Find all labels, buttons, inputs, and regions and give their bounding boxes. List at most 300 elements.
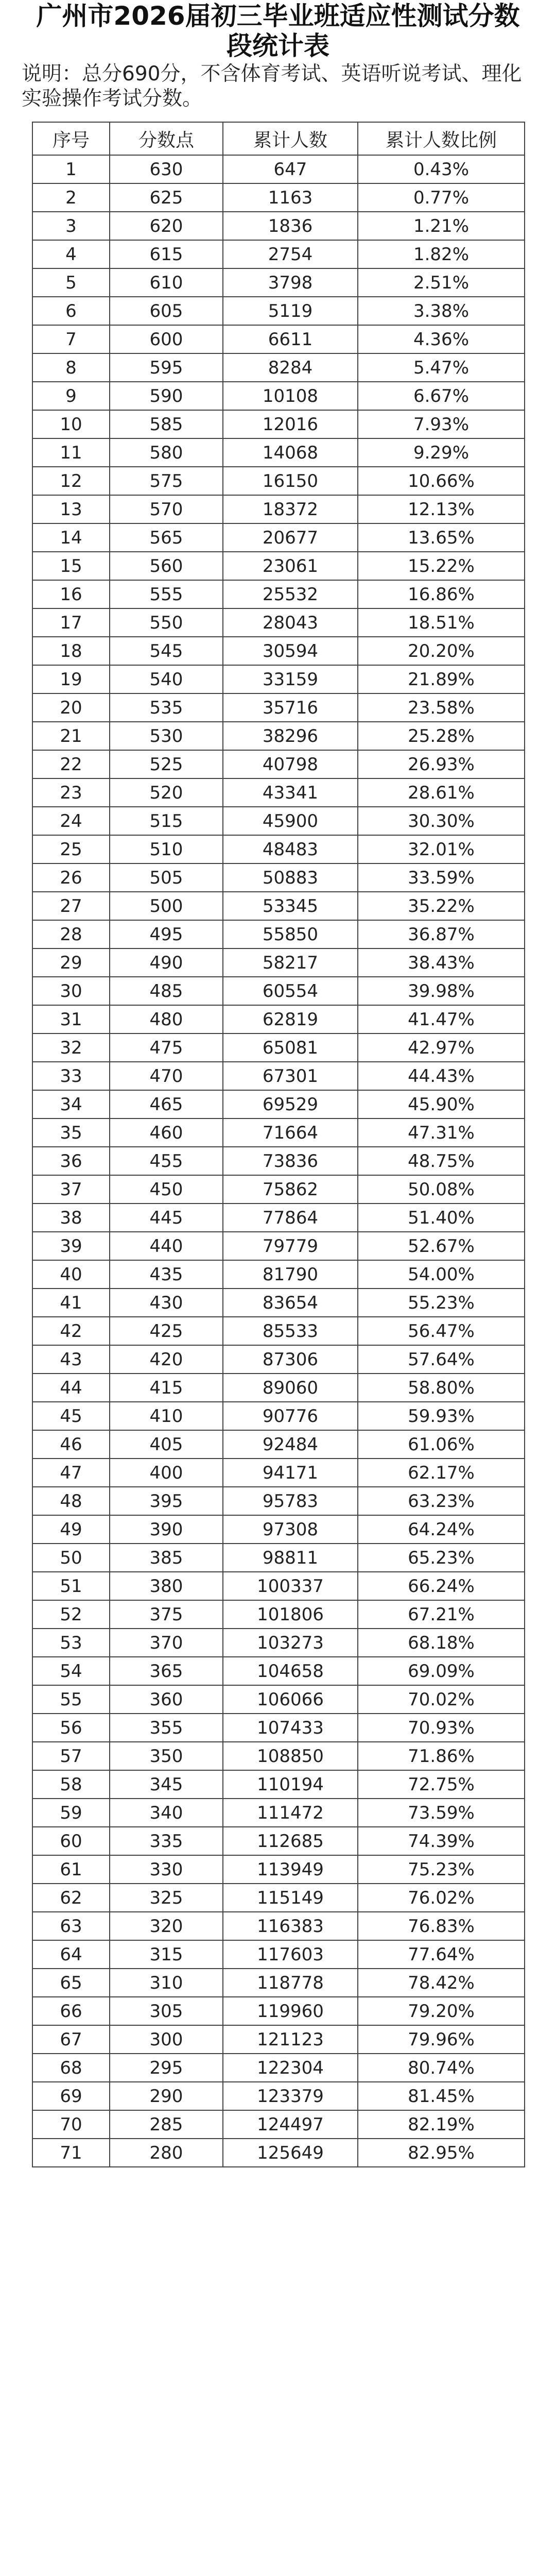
cell-cumulative-ratio: 55.23% (358, 1289, 525, 1317)
cell-cumulative-ratio: 3.38% (358, 297, 525, 325)
cell-score: 565 (110, 523, 223, 552)
table-row (32, 1204, 525, 1232)
cell-index: 10 (32, 410, 110, 438)
cell-cumulative-ratio: 16.86% (358, 580, 525, 608)
cell-cumulative-count: 97308 (223, 1515, 358, 1544)
cell-index: 4 (32, 240, 110, 268)
table-row (32, 693, 525, 722)
table-row (32, 1402, 525, 1430)
cell-cumulative-ratio: 80.74% (358, 2054, 525, 2082)
cell-cumulative-ratio: 4.36% (358, 325, 525, 353)
cell-index: 20 (32, 693, 110, 722)
cell-score: 550 (110, 608, 223, 637)
table-row (32, 2139, 525, 2167)
cell-score: 585 (110, 410, 223, 438)
table-row (32, 1005, 525, 1033)
cell-cumulative-count: 106066 (223, 1685, 358, 1714)
cell-cumulative-ratio: 58.80% (358, 1374, 525, 1402)
cell-cumulative-count: 124497 (223, 2110, 358, 2139)
cell-score: 390 (110, 1515, 223, 1544)
table-row (32, 920, 525, 948)
table-row (32, 1175, 525, 1204)
cell-index: 9 (32, 382, 110, 410)
cell-score: 330 (110, 1855, 223, 1884)
table-row (32, 1260, 525, 1289)
cell-index: 13 (32, 495, 110, 523)
cell-cumulative-count: 53345 (223, 892, 358, 920)
cell-index: 46 (32, 1430, 110, 1459)
table-row (32, 722, 525, 750)
table-row (32, 1232, 525, 1260)
cell-score: 480 (110, 1005, 223, 1033)
cell-score: 495 (110, 920, 223, 948)
table-row (32, 1147, 525, 1175)
cell-cumulative-ratio: 76.83% (358, 1912, 525, 1940)
cell-cumulative-ratio: 72.75% (358, 1770, 525, 1799)
table-row (32, 637, 525, 665)
table-row (32, 1600, 525, 1629)
cell-index: 25 (32, 835, 110, 863)
cell-index: 69 (32, 2082, 110, 2110)
cell-cumulative-ratio: 10.66% (358, 467, 525, 495)
cell-score: 310 (110, 1969, 223, 1997)
cell-cumulative-count: 8284 (223, 353, 358, 382)
cell-index: 48 (32, 1487, 110, 1515)
cell-index: 30 (32, 977, 110, 1005)
table-container (0, 116, 556, 2167)
cell-cumulative-ratio: 30.30% (358, 807, 525, 835)
cell-score: 595 (110, 353, 223, 382)
cell-cumulative-count: 95783 (223, 1487, 358, 1515)
cell-cumulative-ratio: 39.98% (358, 977, 525, 1005)
table-row (32, 1317, 525, 1345)
cell-score: 600 (110, 325, 223, 353)
cell-cumulative-count: 75862 (223, 1175, 358, 1204)
score-table (32, 122, 525, 2167)
cell-score: 445 (110, 1204, 223, 1232)
cell-score: 515 (110, 807, 223, 835)
cell-index: 63 (32, 1912, 110, 1940)
cell-cumulative-ratio: 2.51% (358, 268, 525, 297)
cell-index: 42 (32, 1317, 110, 1345)
cell-cumulative-ratio: 77.64% (358, 1940, 525, 1969)
cell-cumulative-count: 45900 (223, 807, 358, 835)
cell-index: 36 (32, 1147, 110, 1175)
table-row (32, 1657, 525, 1685)
table-row (32, 1487, 525, 1515)
cell-cumulative-ratio: 18.51% (358, 608, 525, 637)
cell-score: 540 (110, 665, 223, 693)
cell-index: 22 (32, 750, 110, 778)
table-header-row (32, 122, 525, 155)
cell-score: 365 (110, 1657, 223, 1685)
cell-cumulative-count: 20677 (223, 523, 358, 552)
cell-cumulative-count: 111472 (223, 1799, 358, 1827)
header-cumulative-ratio: 累计人数比例 (358, 122, 525, 155)
cell-index: 3 (32, 212, 110, 240)
cell-index: 71 (32, 2139, 110, 2167)
cell-cumulative-count: 73836 (223, 1147, 358, 1175)
cell-cumulative-count: 104658 (223, 1657, 358, 1685)
cell-index: 52 (32, 1600, 110, 1629)
cell-cumulative-ratio: 78.42% (358, 1969, 525, 1997)
cell-cumulative-count: 30594 (223, 637, 358, 665)
cell-cumulative-count: 103273 (223, 1629, 358, 1657)
cell-score: 305 (110, 1997, 223, 2025)
cell-cumulative-count: 62819 (223, 1005, 358, 1033)
cell-cumulative-ratio: 82.95% (358, 2139, 525, 2167)
cell-cumulative-ratio: 1.21% (358, 212, 525, 240)
cell-cumulative-count: 118778 (223, 1969, 358, 1997)
cell-score: 525 (110, 750, 223, 778)
cell-score: 350 (110, 1742, 223, 1770)
table-row (32, 325, 525, 353)
cell-cumulative-count: 14068 (223, 438, 358, 467)
cell-cumulative-count: 12016 (223, 410, 358, 438)
cell-index: 33 (32, 1062, 110, 1090)
cell-index: 58 (32, 1770, 110, 1799)
cell-cumulative-ratio: 81.45% (358, 2082, 525, 2110)
cell-cumulative-ratio: 63.23% (358, 1487, 525, 1515)
cell-cumulative-ratio: 73.59% (358, 1799, 525, 1827)
cell-cumulative-count: 117603 (223, 1940, 358, 1969)
cell-index: 51 (32, 1572, 110, 1600)
cell-index: 27 (32, 892, 110, 920)
table-row (32, 552, 525, 580)
cell-score: 520 (110, 778, 223, 807)
table-row (32, 1940, 525, 1969)
cell-cumulative-count: 122304 (223, 2054, 358, 2082)
cell-cumulative-count: 112685 (223, 1827, 358, 1855)
cell-index: 57 (32, 1742, 110, 1770)
cell-index: 19 (32, 665, 110, 693)
cell-index: 7 (32, 325, 110, 353)
cell-cumulative-count: 108850 (223, 1742, 358, 1770)
cell-cumulative-count: 67301 (223, 1062, 358, 1090)
cell-cumulative-ratio: 82.19% (358, 2110, 525, 2139)
cell-cumulative-ratio: 70.02% (358, 1685, 525, 1714)
cell-index: 15 (32, 552, 110, 580)
cell-cumulative-ratio: 70.93% (358, 1714, 525, 1742)
cell-index: 54 (32, 1657, 110, 1685)
cell-cumulative-ratio: 1.82% (358, 240, 525, 268)
cell-index: 44 (32, 1374, 110, 1402)
cell-score: 400 (110, 1459, 223, 1487)
table-row (32, 240, 525, 268)
cell-cumulative-ratio: 74.39% (358, 1827, 525, 1855)
cell-cumulative-ratio: 25.28% (358, 722, 525, 750)
cell-score: 485 (110, 977, 223, 1005)
table-row (32, 297, 525, 325)
cell-score: 395 (110, 1487, 223, 1515)
cell-cumulative-ratio: 68.18% (358, 1629, 525, 1657)
cell-cumulative-count: 58217 (223, 948, 358, 977)
cell-index: 50 (32, 1544, 110, 1572)
cell-cumulative-count: 90776 (223, 1402, 358, 1430)
cell-cumulative-ratio: 67.21% (358, 1600, 525, 1629)
table-row (32, 892, 525, 920)
table-row (32, 1827, 525, 1855)
table-row (32, 1742, 525, 1770)
cell-index: 12 (32, 467, 110, 495)
cell-score: 510 (110, 835, 223, 863)
cell-score: 625 (110, 183, 223, 212)
cell-cumulative-ratio: 42.97% (358, 1033, 525, 1062)
cell-cumulative-count: 119960 (223, 1997, 358, 2025)
table-row (32, 948, 525, 977)
cell-index: 66 (32, 1997, 110, 2025)
table-row (32, 1714, 525, 1742)
cell-index: 26 (32, 863, 110, 892)
cell-cumulative-ratio: 79.96% (358, 2025, 525, 2054)
cell-cumulative-ratio: 61.06% (358, 1430, 525, 1459)
cell-index: 38 (32, 1204, 110, 1232)
cell-score: 370 (110, 1629, 223, 1657)
cell-cumulative-ratio: 0.77% (358, 183, 525, 212)
table-row (32, 1855, 525, 1884)
cell-cumulative-count: 6611 (223, 325, 358, 353)
cell-score: 300 (110, 2025, 223, 2054)
cell-index: 16 (32, 580, 110, 608)
table-row (32, 353, 525, 382)
cell-score: 580 (110, 438, 223, 467)
cell-index: 65 (32, 1969, 110, 1997)
table-row (32, 863, 525, 892)
cell-index: 32 (32, 1033, 110, 1062)
cell-cumulative-ratio: 66.24% (358, 1572, 525, 1600)
cell-score: 420 (110, 1345, 223, 1374)
cell-cumulative-ratio: 21.89% (358, 665, 525, 693)
table-row (32, 835, 525, 863)
cell-cumulative-count: 48483 (223, 835, 358, 863)
cell-score: 545 (110, 637, 223, 665)
cell-cumulative-count: 87306 (223, 1345, 358, 1374)
cell-score: 320 (110, 1912, 223, 1940)
table-row (32, 807, 525, 835)
cell-index: 41 (32, 1289, 110, 1317)
cell-cumulative-count: 55850 (223, 920, 358, 948)
table-row (32, 778, 525, 807)
cell-score: 315 (110, 1940, 223, 1969)
cell-index: 37 (32, 1175, 110, 1204)
cell-score: 615 (110, 240, 223, 268)
cell-score: 610 (110, 268, 223, 297)
cell-cumulative-ratio: 64.24% (358, 1515, 525, 1544)
cell-score: 450 (110, 1175, 223, 1204)
cell-index: 8 (32, 353, 110, 382)
header-index: 序号 (32, 122, 110, 155)
cell-cumulative-ratio: 50.08% (358, 1175, 525, 1204)
cell-cumulative-ratio: 54.00% (358, 1260, 525, 1289)
cell-cumulative-ratio: 41.47% (358, 1005, 525, 1033)
cell-index: 56 (32, 1714, 110, 1742)
cell-index: 24 (32, 807, 110, 835)
cell-cumulative-count: 16150 (223, 467, 358, 495)
table-row (32, 1345, 525, 1374)
cell-cumulative-ratio: 57.64% (358, 1345, 525, 1374)
table-row (32, 1515, 525, 1544)
cell-index: 64 (32, 1940, 110, 1969)
table-row (32, 977, 525, 1005)
cell-cumulative-ratio: 20.20% (358, 637, 525, 665)
cell-cumulative-ratio: 38.43% (358, 948, 525, 977)
cell-cumulative-count: 647 (223, 155, 358, 183)
cell-score: 455 (110, 1147, 223, 1175)
cell-index: 55 (32, 1685, 110, 1714)
table-row (32, 212, 525, 240)
table-row (32, 1374, 525, 1402)
cell-index: 1 (32, 155, 110, 183)
cell-cumulative-ratio: 45.90% (358, 1090, 525, 1118)
cell-score: 590 (110, 382, 223, 410)
table-row (32, 382, 525, 410)
cell-index: 47 (32, 1459, 110, 1487)
cell-index: 17 (32, 608, 110, 637)
cell-cumulative-count: 98811 (223, 1544, 358, 1572)
cell-cumulative-count: 1836 (223, 212, 358, 240)
cell-cumulative-count: 113949 (223, 1855, 358, 1884)
table-row (32, 410, 525, 438)
table-row (32, 183, 525, 212)
table-row (32, 2110, 525, 2139)
table-row (32, 1884, 525, 1912)
cell-cumulative-ratio: 26.93% (358, 750, 525, 778)
cell-cumulative-count: 110194 (223, 1770, 358, 1799)
cell-score: 440 (110, 1232, 223, 1260)
cell-cumulative-ratio: 23.58% (358, 693, 525, 722)
cell-score: 405 (110, 1430, 223, 1459)
cell-cumulative-count: 79779 (223, 1232, 358, 1260)
cell-cumulative-count: 115149 (223, 1884, 358, 1912)
cell-score: 285 (110, 2110, 223, 2139)
cell-cumulative-ratio: 44.43% (358, 1062, 525, 1090)
cell-cumulative-ratio: 62.17% (358, 1459, 525, 1487)
cell-cumulative-ratio: 79.20% (358, 1997, 525, 2025)
cell-cumulative-ratio: 36.87% (358, 920, 525, 948)
cell-cumulative-ratio: 35.22% (358, 892, 525, 920)
cell-score: 290 (110, 2082, 223, 2110)
cell-index: 31 (32, 1005, 110, 1033)
table-row (32, 1799, 525, 1827)
cell-index: 23 (32, 778, 110, 807)
cell-score: 295 (110, 2054, 223, 2082)
table-row (32, 1033, 525, 1062)
cell-score: 355 (110, 1714, 223, 1742)
cell-score: 280 (110, 2139, 223, 2167)
cell-cumulative-ratio: 13.65% (358, 523, 525, 552)
cell-cumulative-ratio: 71.86% (358, 1742, 525, 1770)
cell-score: 375 (110, 1600, 223, 1629)
cell-score: 470 (110, 1062, 223, 1090)
table-row (32, 1969, 525, 1997)
cell-index: 2 (32, 183, 110, 212)
cell-score: 605 (110, 297, 223, 325)
cell-cumulative-count: 65081 (223, 1033, 358, 1062)
cell-cumulative-count: 38296 (223, 722, 358, 750)
table-row (32, 1770, 525, 1799)
cell-score: 535 (110, 693, 223, 722)
table-row (32, 1118, 525, 1147)
table-row (32, 665, 525, 693)
cell-score: 385 (110, 1544, 223, 1572)
cell-score: 460 (110, 1118, 223, 1147)
cell-cumulative-count: 69529 (223, 1090, 358, 1118)
page-title: 广州市2026届初三毕业班适应性测试分数段统计表 (36, 1, 520, 61)
cell-cumulative-ratio: 6.67% (358, 382, 525, 410)
cell-index: 39 (32, 1232, 110, 1260)
cell-cumulative-count: 18372 (223, 495, 358, 523)
cell-score: 325 (110, 1884, 223, 1912)
cell-index: 28 (32, 920, 110, 948)
cell-score: 340 (110, 1799, 223, 1827)
cell-cumulative-count: 81790 (223, 1260, 358, 1289)
cell-score: 575 (110, 467, 223, 495)
table-row (32, 1289, 525, 1317)
cell-index: 14 (32, 523, 110, 552)
cell-cumulative-count: 83654 (223, 1289, 358, 1317)
cell-cumulative-count: 94171 (223, 1459, 358, 1487)
cell-cumulative-count: 92484 (223, 1430, 358, 1459)
cell-score: 425 (110, 1317, 223, 1345)
cell-cumulative-count: 28043 (223, 608, 358, 637)
cell-score: 415 (110, 1374, 223, 1402)
cell-index: 45 (32, 1402, 110, 1430)
table-row (32, 1090, 525, 1118)
table-row (32, 2054, 525, 2082)
cell-cumulative-count: 3798 (223, 268, 358, 297)
cell-score: 530 (110, 722, 223, 750)
table-row (32, 1459, 525, 1487)
cell-cumulative-count: 2754 (223, 240, 358, 268)
table-row (32, 467, 525, 495)
cell-index: 34 (32, 1090, 110, 1118)
cell-index: 67 (32, 2025, 110, 2054)
cell-index: 6 (32, 297, 110, 325)
cell-cumulative-count: 40798 (223, 750, 358, 778)
cell-cumulative-ratio: 9.29% (358, 438, 525, 467)
cell-score: 410 (110, 1402, 223, 1430)
table-row (32, 1912, 525, 1940)
cell-cumulative-ratio: 48.75% (358, 1147, 525, 1175)
cell-cumulative-count: 101806 (223, 1600, 358, 1629)
table-row (32, 608, 525, 637)
cell-index: 60 (32, 1827, 110, 1855)
table-row (32, 1685, 525, 1714)
table-row (32, 438, 525, 467)
table-body (32, 155, 525, 2167)
table-row (32, 2082, 525, 2110)
cell-cumulative-ratio: 52.67% (358, 1232, 525, 1260)
cell-score: 335 (110, 1827, 223, 1855)
cell-score: 360 (110, 1685, 223, 1714)
cell-index: 21 (32, 722, 110, 750)
cell-cumulative-count: 85533 (223, 1317, 358, 1345)
cell-cumulative-count: 100337 (223, 1572, 358, 1600)
cell-index: 18 (32, 637, 110, 665)
cell-index: 5 (32, 268, 110, 297)
cell-cumulative-count: 107433 (223, 1714, 358, 1742)
cell-cumulative-count: 89060 (223, 1374, 358, 1402)
cell-cumulative-ratio: 75.23% (358, 1855, 525, 1884)
table-row (32, 2025, 525, 2054)
cell-score: 555 (110, 580, 223, 608)
cell-cumulative-count: 25532 (223, 580, 358, 608)
cell-cumulative-count: 125649 (223, 2139, 358, 2167)
table-row (32, 1062, 525, 1090)
cell-index: 59 (32, 1799, 110, 1827)
cell-cumulative-ratio: 32.01% (358, 835, 525, 863)
header-cumulative-count: 累计人数 (223, 122, 358, 155)
